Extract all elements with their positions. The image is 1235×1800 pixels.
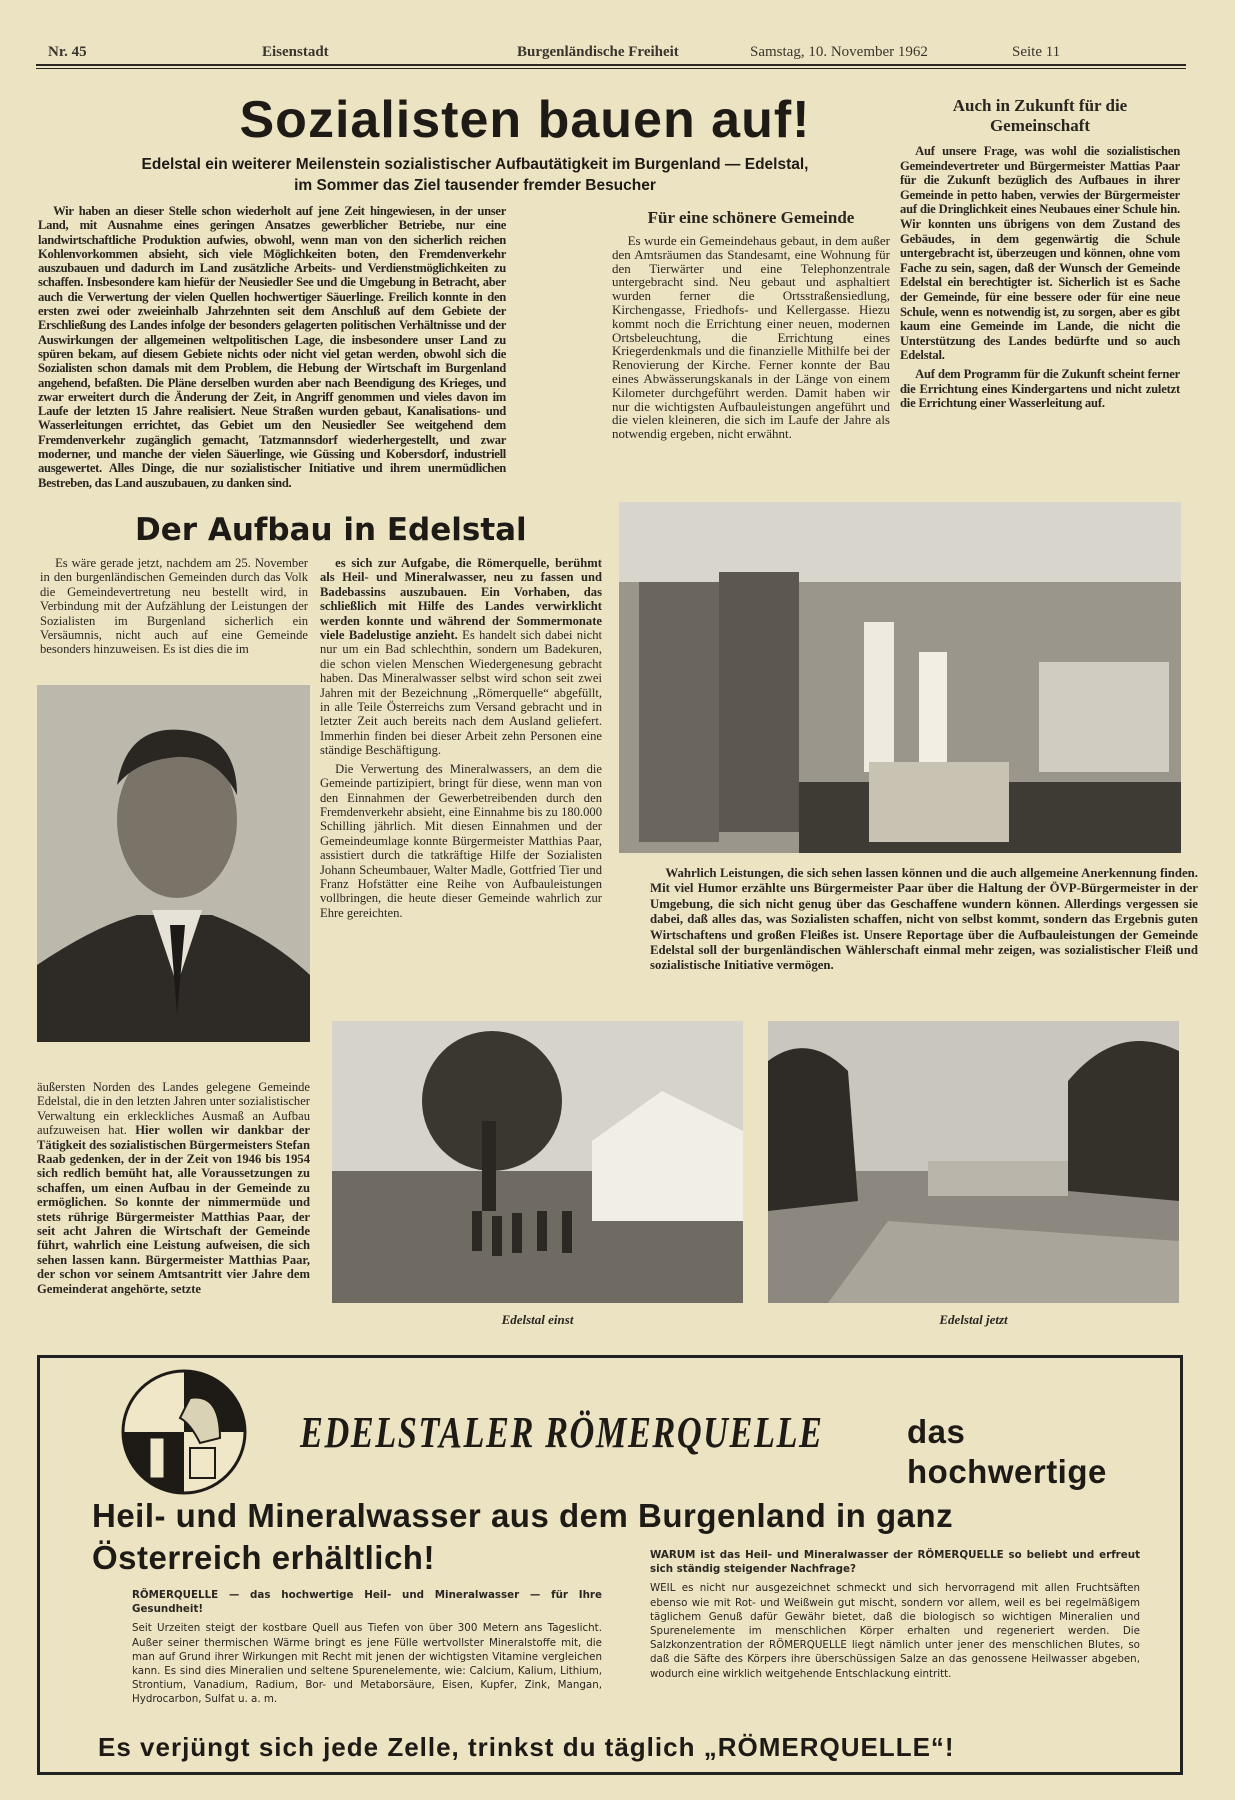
ad-right-text: WEIL es nicht nur ausgezeichnet schmeckt und sich hervorragend mit allen Fruchtsäften ebenso wie mit Rot- und Weißwein gut mischt, sondern vor allem, weil es bei regelmäßigem täglichem Genuß dafür Gewähr bietet, daß die biologisch so wichtigen Mineralien und Spurenelemente im menschlichen Körper erhalten und regeneriert werden. Die Salzkonzentration der RÖMERQUELLE liegt nämlich unter jener des menschlichen Blutes, so daß die Säfte des Körpers ihre überschüssigen Salze an das genossene Heilwasser abgeben, wodurch eine wirklich weitgehende Entschlackung eintritt. [650,1582,1140,1680]
ad-left-heading: RÖMERQUELLE — das hochwertige Heil- und Mineralwasser — für Ihre Gesundheit! [132,1589,602,1616]
portrait-photo [37,685,310,1042]
section-zukunft [900,96,1180,415]
edelstal-jetzt-photo [768,1021,1179,1303]
ad-right-heading: WARUM ist das Heil- und Mineralwasser der RÖMERQUELLE so beliebt und erfreut sich ständig steigender Nachfrage? [650,1549,1140,1576]
paragraph: Es wäre gerade jetzt, nachdem am 25. November in den burgenländischen Gemeinden durch das Volk die Gemeindevertretung neu bestellt wird, in Verbindung mit der Aufzählung der Leistungen der Sozialisten im Burgenland sicherlich ein Versäumnis, nicht auch auf eine Gemeinde besonders hinzuweisen. Es ist dies die im [40,556,308,657]
caption-jetzt: Edelstal jetzt [939,1312,1008,1327]
paragraph: Es wurde ein Gemeindehaus gebaut, in dem außer den Amtsräumen das Standesamt, eine Wohnung für den Tierwärter und eine Telephonzentrale untergebracht sind. Neu gebaut und asphaltiert wurden ferner die Ortsstraßensiedlung, Kirchengasse, Friedhofs- und Kellergasse. Hiezu kommt noch die Errichtung einer neuen, modernen Ortsbeleuchtung, die Errichtung eines Kriegerdenkmals und die finanzielle Mithilfe bei der Renovierung der Kirche. Ferner konnte der Bau eines Abwässerungskanals in der Länge von einem Kilometer durchgeführt werden. Damit haben wir nur die wichtigsten Aufbauleistungen angeführt und die vielen kleineren, die sich im Laufe der Jahre als notwendig ergeben, nicht erwähnt. [612,233,890,442]
text: es sich zur Aufgabe, die Römerquelle, berühmt als Heil- und Mineralwasser, neu zu fassen und Badebassins auszubauen. Ein Vorhaben, das schließlich mit Hilfe des Landes verwirklicht werden konnte und während der Sommermonate viele Badelustige anzieht. [320,556,602,643]
header-rule [36,64,1186,69]
subheadline-line-1: Edelstal ein weiterer Meilenstein sozialistischer Aufbautätigkeit im Burgenland — Edelstal, [141,156,809,173]
brand-name: EDELSTALER RÖMERQUELLE [300,1408,824,1457]
intro-article [38,204,506,494]
ad-left-text: Seit Urzeiten steigt der kostbare Quell aus Tiefen von über 300 Metern ans Tageslicht. Außer seiner thermischen Wärme bringt es jene Fülle wertvollster Mineralstoffe mit, die man auf Grund ihrer Wirkungen mit Recht mit jenen der wichtigsten Vitamine vergleichen kann. Es sind dies Mineralien und seltene Spurenelemente, wie: Calcium, Kalium, Lithium, Strontium, Vanadium, Radium, Bor- und Metaborsäure, Eisen, Kupfer, Zink, Mangan, Hydrocarbon, Sulfat u. a. m. [132,1622,602,1706]
ad-das: das [907,1413,966,1450]
paragraph: Auf dem Programm für die Zukunft scheint ferner die Errichtung eines Kindergartens und nicht zuletzt die Errichtung einer Wasserleitung auf. [900,366,1180,411]
ad-line-1: Heil- und Mineralwasser aus dem Burgenland in ganz [92,1497,954,1534]
ad-slogan: Es verjüngt sich jede Zelle, trinkst du täglich „RÖMERQUELLE“! [98,1732,955,1762]
page-number: Seite 11 [1012,44,1061,60]
section-gemeinde [612,208,890,445]
date: Samstag, 10. November 1962 [750,44,928,60]
paragraph: Wahrlich Leistungen, die sich sehen lassen können und die auch allgemeine Anerkennung finden. Mit viel Humor erzählte uns Bürgermeister Paar über die Haltung der ÖVP-Bürgermeister in der Umgebung, die sich nicht genug über das Geschaffene wundern können. Allerdings vergessen sie dabei, daß alles das, was Sozialisten schaffen, nicht von selbst kommt, sondern das Ergebnis guten Wirtschaftens und großen Fleißes ist. Unsere Reportage über die Aufbauleistungen der Gemeinde Edelstal soll der burgenländischen Wählerschaft einmal mehr zeigen, was sozialistischer Fleiß und sozialistische Initiative vermögen. [650,866,1198,973]
caption-einst: Edelstal einst [501,1312,574,1327]
paper-name: Burgenländische Freiheit [517,44,679,60]
aufbau-col1-bottom [37,1080,310,1296]
paragraph: Auf unsere Frage, was wohl die sozialistischen Gemeindevertreter und Bürgermeister Mattias Paar für die Zukunft bezüglich des Aufbaues in ihrer Gemeinde in petto haben, verwies der Bürgermeister auf die Dringlichkeit eines Neubaues einer Schule hin. Wir konnten uns übrigens von dem Zustand des Gebäudes, in dem gegenwärtig die Schule untergebracht ist, überzeugen und können, ohne vom Fache zu sein, sagen, daß der Wunsch der Gemeinde Edelstal ein berechtigter ist. Sicherlich ist es Sache der Gemeinde, für eine bessere oder für eine neue Schule, wenn es notwendig ist, zu sorgen, aber es gibt kaum eine Gemeinde im Lande, die nicht die Unterstützung des Landes bedürfte und so auch Edelstal. [900,144,1180,363]
issue-number: Nr. 45 [48,44,87,60]
aufbau-col2 [320,556,602,924]
ad-line-2: Österreich erhältlich! [92,1539,435,1576]
aufbau-col1-top [40,556,308,661]
ad-hochwertige: hochwertige [907,1453,1107,1490]
text: äußersten Norden des Landes gelegene Gemeinde Edelstal, die in den letzten Jahren unter sozialistischer Verwaltung ein erkleckliches Ausmaß an Aufbau aufzuweisen hat. [37,1080,310,1138]
bottling-plant-photo [619,502,1181,853]
section-heading: Für eine schönere Gemeinde [647,208,855,227]
subheadline-line-2: im Sommer das Ziel tausender fremder Besucher [294,177,656,194]
text: Es handelt sich dabei nicht nur um ein Bad schlechthin, sondern um Badekuren, die schon vielen Menschen Wiedergenesung gebracht haben. Das Mineralwasser selbst wird schon seit zwei Jahren mit der Bezeichnung „Römerquelle“ abgefüllt, in alle Teile Österreichs zum Versand gebracht und in letzter Zeit auch bereits nach dem Ausland geliefert. Immerhin finden bei dieser Arbeit zehn Personen eine ständige Beschäftigung. [320,628,602,758]
subheadline [10,154,940,196]
ad-right-copy [650,1548,1140,1681]
section-heading-aufbau: Der Aufbau in Edelstal [135,512,527,548]
roman-soldier-logo-icon [120,1368,248,1496]
ad-left-copy [132,1588,602,1707]
intro-paragraph: Wir haben an dieser Stelle schon wiederholt auf jene Zeit hingewiesen, in der unser Land, mit Ausnahme eines geringen Ansatzes gewerblicher Betriebe, nur eine landwirtschaftliche Produktion aufwies, obwohl, wenn man von den sicherlich reichen Kohlenvorkommen absieht, sich viele Möglichkeiten boten, den Fremdenverkehr auszubauen und dadurch im Land zusätzliche Arbeits- und Verdienstmöglichkeiten zu schaffen. Insbesondere kam hiefür der Neusiedler See und die Umgebung in Betracht, aber auch die Verwertung der vielen Quellen hochwertiger Säuerlinge. Freilich konnte in den ersten zwei oder zweieinhalb Jahrzehnten seit dem Anschluß auf dem Gebiete der Erschließung des Landes infolge der besonders gelagerten politischen Verhältnisse und der Auswirkungen der allgemeinen weltpolitischen Lage, die insbesondere unser Land zu spüren bekam, auf diesem Gebiete nichts oder nicht viel getan werden, obwohl sich die Sozialisten schon damals mit dem Problem, die Hebung der Wirtschaft im Burgenland angehend, befaßten. Die Pläne derselben wurden aber nach Beendigung des Krieges, und zwar erweitert durch die Änderung der Zeit, in Angriff genommen und vieles davon im Laufe der letzten 15 Jahre realisiert. Neue Straßen wurden gebaut, Kanalisations- und Wasserleitungen errichtet, das Gebiet um den Neusiedler See weitgehend dem Fremdenverkehr zugänglich gemacht, Tatzmannsdorf wiederhergestellt, und zwar moderner, und manche der vielen Säuerlinge, wie Güssing und Kobersdorf, industriell ausgewertet. Alles Dinge, die nur sozialistischer Initiative und ihrem unermüdlichen Bestreben, das Land auszubauen, zu danken sind. [38,204,506,490]
edelstal-einst-photo [332,1021,743,1303]
headline: Sozialisten bauen auf! [239,91,811,149]
place: Eisenstadt [262,44,329,60]
paragraph: Die Verwertung des Mineralwassers, an dem die Gemeinde partizipiert, bringt für diese, wenn man von den Einnahmen der Gewerbetreibenden durch den Fremdenverkehr absieht, eine Einnahme bis zu 180.000 Schilling jährlich. Mit diesen Einnahmen und der Gemeindeumlage konnte Bürgermeister Matthias Paar, assistiert durch die tatkräftige Hilfe der Sozialisten Johann Scheumbauer, Walter Madle, Gottfried Tier und Franz Hofstätter eine Reihe von Aufbauleistungen vollbringen, die heute dieser Gemeinde wahrlich zur Ehre gereichten. [320,761,602,920]
text: Hier wollen wir dankbar der Tätigkeit des sozialistischen Bürgermeisters Stefan Raab gedenken, der in der Zeit von 1946 bis 1954 sich redlich bemüht hat, alle Voraussetzungen zu schaffen, um einen Aufbau in der Gemeinde zu ermöglichen. So konnte der nimmermüde und stets rührige Bürgermeister Matthias Paar, der seit acht Jahren die Wirtschaft der Gemeinde führt, wahrlich eine Leistung aufweisen, die sich sehen lassen kann. Bürgermeister Matthias Paar, der schon vor seinem Amtsantritt vier Jahre dem Gemeinderat angehörte, setzte [37,1123,311,1296]
section-heading: Auch in Zukunft für die Gemeinschaft [952,96,1128,135]
wahrlich-paragraph [650,866,1198,978]
